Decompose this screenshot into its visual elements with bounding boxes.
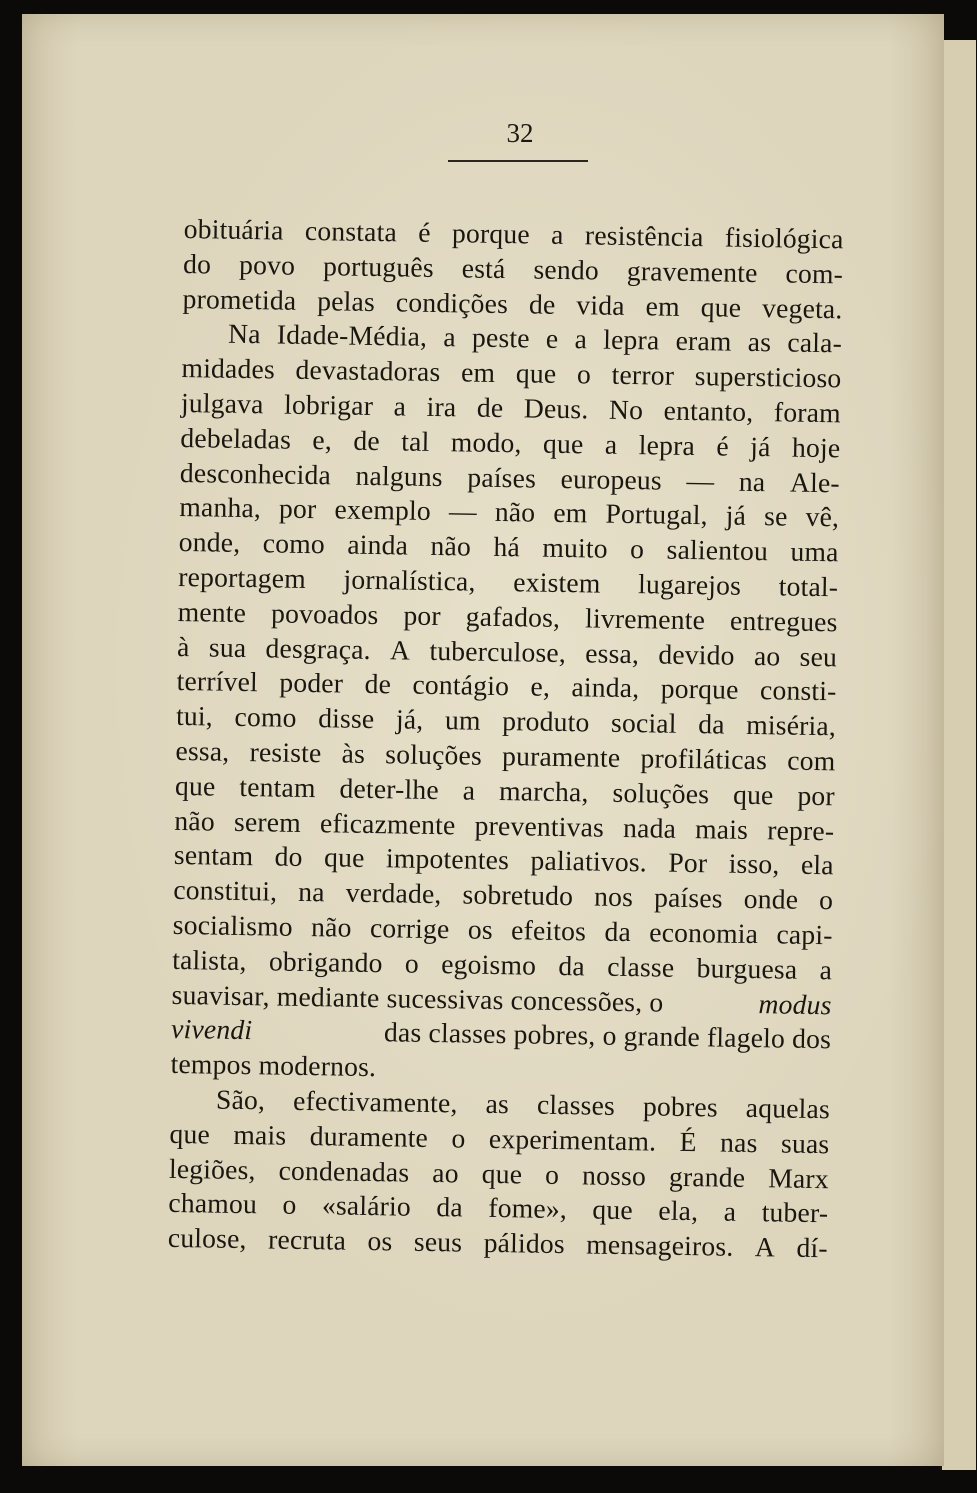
text-line: obituária constata é porque a resistência fisiológica — [183, 212, 844, 255]
header-rule — [448, 160, 588, 162]
text-line: julgava lobrigar a ira de Deus. No entanto, foram — [180, 386, 842, 429]
page-number: 32 — [506, 118, 534, 148]
text-line: tempos modernos. — [170, 1048, 377, 1083]
text-line: tui, como disse já, um produto social da miséria, — [175, 700, 837, 742]
text-line: midades devastadoras em que o terror supersticioso — [181, 352, 842, 394]
italic-term: vivendi — [170, 1013, 253, 1046]
text-line: debeladas e, de tal modo, que a lepra é já hoje — [180, 421, 841, 464]
text-line: chamou o «salário da fome», que ela, a tuber- — [168, 1187, 829, 1229]
text-line: essa, resiste às soluções puramente profiláticas com — [175, 734, 836, 777]
text-line: mente povoados por gafados, livremente entregues — [177, 595, 838, 638]
body-text — [168, 212, 844, 1266]
text-line: culose, recruta os seus pálidos mensageiros. A dí- — [167, 1221, 829, 1264]
text-line: que mais duramente o experimentam. É nas suas — [169, 1117, 830, 1159]
text-line: não serem eficazmente preventivas nada mais repre- — [174, 804, 835, 846]
text-line: reportagem jornalística, existem lugarejos total- — [178, 560, 839, 603]
text-line: prometida pelas condições de vida em que vegeta. — [182, 282, 843, 324]
text-line: à sua desgraça. A tuberculose, essa, devido ao seu — [176, 630, 838, 672]
text-line: desconhecida nalguns países europeus — na Ale- — [179, 456, 841, 498]
text-line: Na Idade-Média, a peste e a lepra eram as cala- — [227, 318, 843, 359]
text-run: das classes pobres, o grande flagelo dos — [383, 1016, 832, 1055]
text-line: terrível poder de contágio e, ainda, porque consti- — [176, 665, 837, 707]
text-run: suavisar, mediante sucessivas concessões, o — [171, 978, 664, 1018]
text-line: onde, como ainda não há muito o salientou uma — [178, 526, 839, 568]
text-line: talista, obrigando o egoismo da classe burguesa a — [172, 943, 833, 986]
italic-term: modus — [758, 987, 832, 1020]
text-line: do povo português está sendo gravemente com- — [182, 247, 844, 290]
next-page-edge — [940, 40, 976, 1470]
text-line: que tentam deter-lhe a marcha, soluções que por — [174, 769, 836, 812]
text-line: manha, por exemplo — não em Portugal, já se vê, — [179, 491, 840, 533]
text-line: socialismo não corrige os efeitos da economia capi- — [172, 908, 833, 951]
text-line: sentam do que impotentes paliativos. Por isso, ela — [173, 839, 834, 881]
text-line: legiões, condenadas ao que o nosso grande Marx — [168, 1152, 830, 1194]
text-line: constitui, na verdade, sobretudo nos países onde o — [173, 874, 834, 916]
text-line: São, efectivamente, as classes pobres aquelas — [215, 1083, 831, 1125]
